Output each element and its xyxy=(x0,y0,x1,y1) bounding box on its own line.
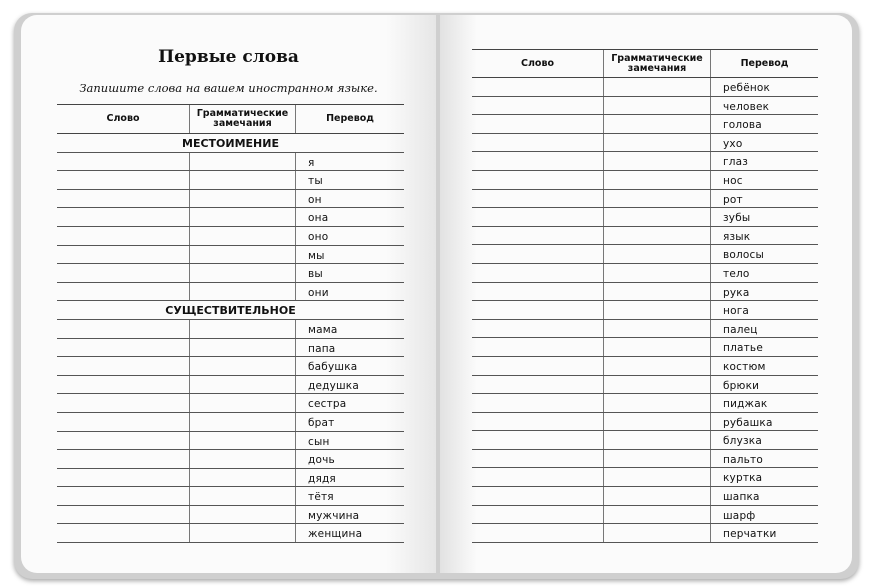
grammar-cell[interactable] xyxy=(604,78,711,96)
grammar-cell[interactable] xyxy=(190,413,296,431)
word-cell[interactable] xyxy=(472,506,604,524)
word-cell[interactable] xyxy=(472,394,604,412)
grammar-cell[interactable] xyxy=(604,97,711,115)
header-grammar-line1: Грамматические xyxy=(611,52,703,64)
translation-cell: платье xyxy=(723,342,763,355)
word-cell[interactable] xyxy=(57,339,190,357)
grammar-cell[interactable] xyxy=(604,450,711,468)
translation-cell: дедушка xyxy=(308,379,359,392)
word-cell[interactable] xyxy=(472,190,604,208)
word-cell[interactable] xyxy=(57,208,190,226)
grammar-cell[interactable] xyxy=(604,227,711,245)
table-row xyxy=(57,506,404,525)
word-cell[interactable] xyxy=(472,134,604,152)
word-cell[interactable] xyxy=(57,320,190,338)
word-cell[interactable] xyxy=(57,469,190,487)
grammar-cell[interactable] xyxy=(604,338,711,356)
table-row xyxy=(472,394,818,413)
header-grammar xyxy=(604,50,711,77)
grammar-cell[interactable] xyxy=(604,357,711,375)
grammar-cell[interactable] xyxy=(604,152,711,170)
table-row xyxy=(472,320,818,339)
word-cell[interactable] xyxy=(472,301,604,319)
translation-cell: глаз xyxy=(723,156,749,169)
table-row xyxy=(57,357,404,376)
table-row xyxy=(57,413,404,432)
translation-cell: я xyxy=(308,156,315,169)
table-row xyxy=(57,376,404,395)
grammar-cell[interactable] xyxy=(604,320,711,338)
word-cell[interactable] xyxy=(472,338,604,356)
translation-cell: рубашка xyxy=(723,416,773,429)
translation-cell: бабушка xyxy=(308,361,358,374)
grammar-cell[interactable] xyxy=(190,246,296,264)
word-cell[interactable] xyxy=(472,152,604,170)
translation-cell: тётя xyxy=(308,491,334,504)
grammar-cell[interactable] xyxy=(190,283,296,301)
table-row xyxy=(472,450,818,469)
grammar-cell[interactable] xyxy=(190,153,296,171)
table-row xyxy=(472,208,818,227)
table-row xyxy=(57,320,404,339)
word-cell[interactable] xyxy=(472,245,604,263)
table-row xyxy=(472,152,818,171)
translation-cell: вы xyxy=(308,268,323,281)
word-cell[interactable] xyxy=(57,264,190,282)
grammar-cell[interactable] xyxy=(604,468,711,486)
word-cell[interactable] xyxy=(57,357,190,375)
translation-cell: ты xyxy=(308,175,323,188)
translation-cell: они xyxy=(308,286,329,299)
translation-cell: куртка xyxy=(723,472,763,485)
table-row xyxy=(472,431,818,450)
word-cell[interactable] xyxy=(472,468,604,486)
table-row xyxy=(57,394,404,413)
table-row xyxy=(57,171,404,190)
table-row xyxy=(57,524,404,543)
translation-cell: брат xyxy=(308,416,335,429)
grammar-cell[interactable] xyxy=(190,171,296,189)
table-row xyxy=(57,153,404,172)
grammar-cell[interactable] xyxy=(604,376,711,394)
table-row xyxy=(57,264,404,283)
word-cell[interactable] xyxy=(57,190,190,208)
word-cell[interactable] xyxy=(472,357,604,375)
grammar-cell[interactable] xyxy=(604,283,711,301)
header-translation-label: Перевод xyxy=(740,57,789,69)
word-cell[interactable] xyxy=(57,432,190,450)
translation-cell: сын xyxy=(308,435,330,448)
table-row xyxy=(57,339,404,358)
table-header xyxy=(57,104,404,134)
grammar-cell[interactable] xyxy=(604,431,711,449)
translation-cell: он xyxy=(308,193,322,206)
table-row xyxy=(472,283,818,302)
word-cell[interactable] xyxy=(472,450,604,468)
table-row xyxy=(472,264,818,283)
word-cell[interactable] xyxy=(472,487,604,505)
table-row xyxy=(472,357,818,376)
header-grammar xyxy=(190,105,296,133)
header-word-label: Слово xyxy=(521,57,554,69)
translation-cell: мама xyxy=(308,323,338,336)
grammar-cell[interactable] xyxy=(604,264,711,282)
word-cell[interactable] xyxy=(57,283,190,301)
translation-cell: рот xyxy=(723,193,743,206)
translation-cell: папа xyxy=(308,342,336,355)
word-cell[interactable] xyxy=(57,394,190,412)
grammar-cell[interactable] xyxy=(604,506,711,524)
right-word-table xyxy=(472,78,818,543)
table-row xyxy=(472,301,818,320)
header-grammar-line2: замечания xyxy=(213,118,272,129)
table-row xyxy=(57,450,404,469)
word-cell[interactable] xyxy=(472,171,604,189)
section-heading: СУЩЕСТВИТЕЛЬНОЕ xyxy=(57,301,404,320)
header-word-label: Слово xyxy=(106,113,140,125)
word-cell[interactable] xyxy=(57,227,190,245)
word-cell[interactable] xyxy=(57,506,190,524)
word-cell[interactable] xyxy=(57,487,190,505)
page-title: Первые слова xyxy=(158,47,299,67)
translation-cell: мы xyxy=(308,249,325,262)
translation-cell: голова xyxy=(723,119,762,132)
page-instruction: Запишите слова на вашем иностранном языке. xyxy=(79,81,378,95)
grammar-cell[interactable] xyxy=(604,524,711,542)
left-word-table xyxy=(57,134,404,543)
table-row xyxy=(472,524,818,543)
word-cell[interactable] xyxy=(472,283,604,301)
grammar-cell[interactable] xyxy=(604,413,711,431)
translation-cell: ухо xyxy=(723,137,743,150)
translation-cell: мужчина xyxy=(308,509,360,522)
header-word xyxy=(57,105,190,133)
word-cell[interactable] xyxy=(472,115,604,133)
grammar-cell[interactable] xyxy=(190,432,296,450)
table-row xyxy=(472,468,818,487)
grammar-cell[interactable] xyxy=(604,115,711,133)
table-row xyxy=(472,227,818,246)
word-cell[interactable] xyxy=(57,413,190,431)
translation-cell: ребёнок xyxy=(723,82,771,94)
table-row xyxy=(472,78,818,97)
table-row xyxy=(472,171,818,190)
grammar-cell[interactable] xyxy=(190,469,296,487)
grammar-cell[interactable] xyxy=(604,208,711,226)
word-cell[interactable] xyxy=(57,450,190,468)
table-row xyxy=(472,134,818,153)
grammar-cell[interactable] xyxy=(604,171,711,189)
translation-cell: человек xyxy=(723,100,770,113)
translation-cell: костюм xyxy=(723,360,766,373)
word-cell[interactable] xyxy=(57,376,190,394)
translation-cell: нога xyxy=(723,305,750,318)
translation-cell: шапка xyxy=(723,491,760,504)
table-row xyxy=(472,97,818,116)
translation-cell: нос xyxy=(723,174,743,187)
grammar-cell[interactable] xyxy=(190,524,296,542)
translation-cell: пиджак xyxy=(723,398,768,411)
table-row xyxy=(57,227,404,246)
word-cell[interactable] xyxy=(57,246,190,264)
grammar-cell[interactable] xyxy=(604,245,711,263)
section-heading: МЕСТОИМЕНИЕ xyxy=(57,134,404,153)
header-grammar-line2: замечания xyxy=(627,62,687,74)
table-row xyxy=(472,245,818,264)
header-word xyxy=(472,50,604,77)
translation-cell: блузка xyxy=(723,435,762,448)
translation-cell: брюки xyxy=(723,379,760,392)
grammar-cell[interactable] xyxy=(190,357,296,375)
translation-cell: перчатки xyxy=(723,528,777,541)
word-cell[interactable] xyxy=(57,524,190,542)
grammar-cell[interactable] xyxy=(604,190,711,208)
translation-cell: она xyxy=(308,212,329,225)
table-row xyxy=(472,376,818,395)
word-cell[interactable] xyxy=(57,153,190,171)
word-cell[interactable] xyxy=(472,413,604,431)
table-row xyxy=(472,338,818,357)
left-page xyxy=(21,15,436,573)
word-cell[interactable] xyxy=(472,431,604,449)
table-row xyxy=(57,283,404,302)
word-cell[interactable] xyxy=(472,264,604,282)
grammar-cell[interactable] xyxy=(190,227,296,245)
table-row xyxy=(472,190,818,209)
table-row xyxy=(57,432,404,451)
grammar-cell[interactable] xyxy=(190,264,296,282)
grammar-cell[interactable] xyxy=(190,376,296,394)
table-row xyxy=(57,208,404,227)
translation-cell: палец xyxy=(723,323,758,336)
grammar-cell[interactable] xyxy=(190,339,296,357)
word-cell[interactable] xyxy=(472,320,604,338)
word-cell[interactable] xyxy=(472,97,604,115)
right-page xyxy=(440,15,852,573)
table-row xyxy=(472,487,818,506)
translation-cell: рука xyxy=(723,286,750,299)
grammar-cell[interactable] xyxy=(190,320,296,338)
table-header xyxy=(472,49,818,78)
translation-cell: тело xyxy=(723,267,750,280)
translation-cell: зубы xyxy=(723,212,751,225)
word-cell[interactable] xyxy=(472,78,604,96)
word-cell[interactable] xyxy=(57,171,190,189)
grammar-cell[interactable] xyxy=(190,190,296,208)
table-row xyxy=(57,487,404,506)
header-translation-label: Перевод xyxy=(326,113,374,125)
grammar-cell[interactable] xyxy=(190,394,296,412)
translation-cell: оно xyxy=(308,230,329,243)
translation-cell: пальто xyxy=(723,453,763,466)
table-row xyxy=(57,190,404,209)
table-row xyxy=(472,413,818,432)
translation-cell: дядя xyxy=(308,472,336,485)
table-row xyxy=(472,506,818,525)
grammar-cell[interactable] xyxy=(190,208,296,226)
header-grammar-line1: Грамматические xyxy=(196,108,289,120)
translation-cell: волосы xyxy=(723,249,765,262)
table-row xyxy=(57,469,404,488)
translation-cell: женщина xyxy=(308,528,363,541)
word-cell[interactable] xyxy=(472,208,604,226)
grammar-cell[interactable] xyxy=(604,487,711,505)
header-translation xyxy=(296,105,404,133)
translation-cell: шарф xyxy=(723,509,756,522)
translation-cell: дочь xyxy=(308,454,335,467)
translation-cell: язык xyxy=(723,230,751,243)
grammar-cell[interactable] xyxy=(604,301,711,319)
word-cell[interactable] xyxy=(472,227,604,245)
table-row xyxy=(472,115,818,134)
grammar-cell[interactable] xyxy=(190,506,296,524)
grammar-cell[interactable] xyxy=(604,394,711,412)
word-cell[interactable] xyxy=(472,524,604,542)
table-row xyxy=(57,246,404,265)
header-translation xyxy=(711,50,818,77)
word-cell[interactable] xyxy=(472,376,604,394)
grammar-cell[interactable] xyxy=(190,487,296,505)
grammar-cell[interactable] xyxy=(604,134,711,152)
grammar-cell[interactable] xyxy=(190,450,296,468)
translation-cell: сестра xyxy=(308,398,347,411)
